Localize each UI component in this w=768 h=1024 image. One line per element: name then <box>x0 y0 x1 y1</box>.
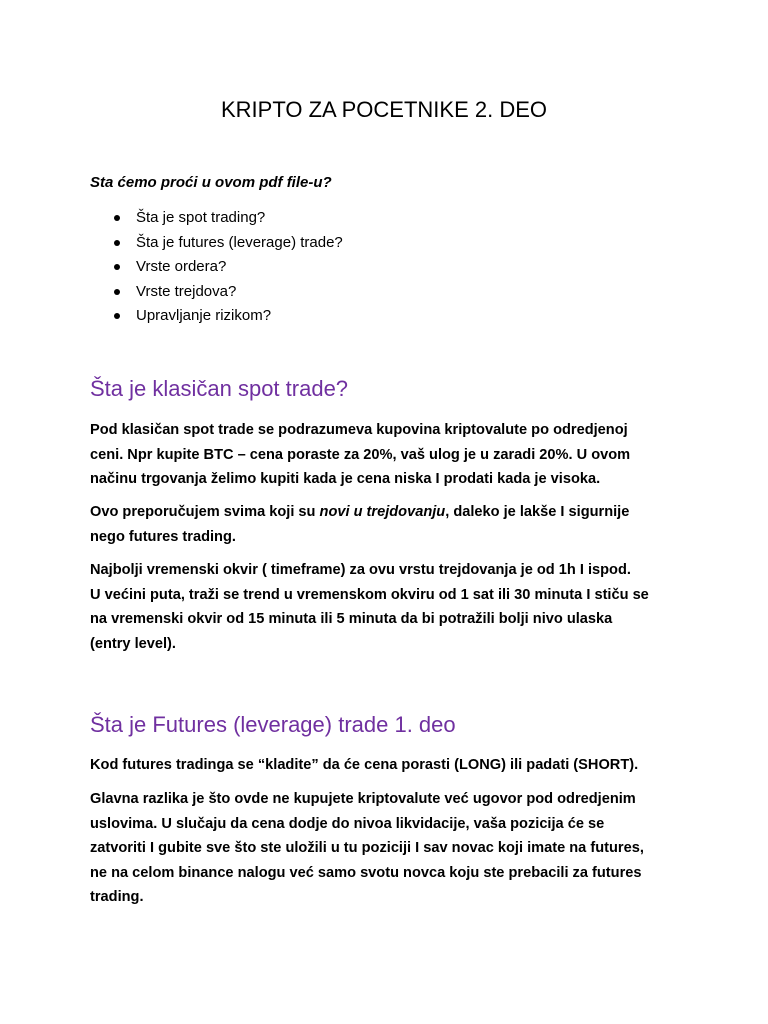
paragraph-recommendation <box>90 500 690 549</box>
list-item <box>112 280 343 305</box>
list-item-text: Vrste trejdova? <box>136 282 237 300</box>
paragraph-line: na vremenski okvir od 15 minuta ili 5 minuta da bi potražili bolji nivo ulaska <box>90 611 613 627</box>
list-item <box>112 206 343 231</box>
paragraph-line: zatvoriti I gubite sve što ste uložili u tu poziciji I sav novac koji imate na futures, <box>90 840 644 856</box>
paragraph-line: Pod klasičan spot trade se podrazumeva kupovina kriptovalute po odredjenoj <box>90 422 628 438</box>
emphasis-text: novi u trejdovanju <box>319 504 446 520</box>
bullet-icon <box>114 215 120 221</box>
list-item <box>112 304 343 329</box>
list-item-text: Šta je spot trading? <box>136 209 266 226</box>
intro-question: Sta ćemo proći u ovom pdf file-u? <box>90 174 332 191</box>
paragraph-line: ne na celom binance nalogu već samo svotu novca koju ste prebacili za futures <box>90 864 642 881</box>
paragraph-timeframe <box>90 558 690 656</box>
bullet-icon <box>114 289 120 295</box>
list-item-text: Vrste ordera? <box>136 258 227 275</box>
paragraph-spot-definition <box>90 418 690 492</box>
section-heading-spot-trade: Šta je klasičan spot trade? <box>90 376 349 401</box>
list-item <box>112 231 343 256</box>
list-item <box>112 255 343 280</box>
list-item-text: Šta je futures (leverage) trade? <box>136 233 343 251</box>
paragraph-line: načinu trgovanja želimo kupiti kada je cena niska I prodati kada je visoka. <box>90 471 601 487</box>
bullet-icon <box>114 264 120 270</box>
text-run: , daleko je lakše I sigurnije <box>445 504 630 520</box>
text-run: Ovo preporučujem svima koji su <box>90 504 320 520</box>
paragraph-line: trading. <box>90 889 144 905</box>
paragraph-line: uslovima. U slučaju da cena dodje do nivoa likvidacije, vaša pozicija će se <box>90 815 605 832</box>
paragraph-line: U većini puta, traži se trend u vremenskom okviru od 1 sat ili 30 minuta I stiču se <box>90 586 649 603</box>
contents-list <box>112 206 343 329</box>
section-heading-futures-trade: Šta je Futures (leverage) trade 1. deo <box>90 712 456 737</box>
paragraph-line <box>90 500 690 525</box>
bullet-icon <box>114 313 120 319</box>
paragraph-futures-difference <box>90 787 690 910</box>
paragraph-line: (entry level). <box>90 635 176 652</box>
document-title: KRIPTO ZA POCETNIKE 2. DEO <box>220 97 547 122</box>
paragraph-line: Glavna razlika je što ovde ne kupujete kriptovalute već ugovor pod odredjenim <box>90 791 636 807</box>
paragraph-futures-definition <box>90 753 690 778</box>
paragraph-line: ceni. Npr kupite BTC – cena poraste za 20%, vaš ulog je u zaradi 20%. U ovom <box>90 446 631 463</box>
paragraph-line: nego futures trading. <box>90 528 236 545</box>
paragraph-line: Najbolji vremenski okvir ( timeframe) za ovu vrstu trejdovanja je od 1h I ispod. <box>90 562 631 578</box>
bullet-icon <box>114 240 120 246</box>
list-item-text: Upravljanje rizikom? <box>136 307 272 324</box>
paragraph-line: Kod futures tradinga se “kladite” da će cena porasti (LONG) ili padati (SHORT). <box>90 757 639 773</box>
